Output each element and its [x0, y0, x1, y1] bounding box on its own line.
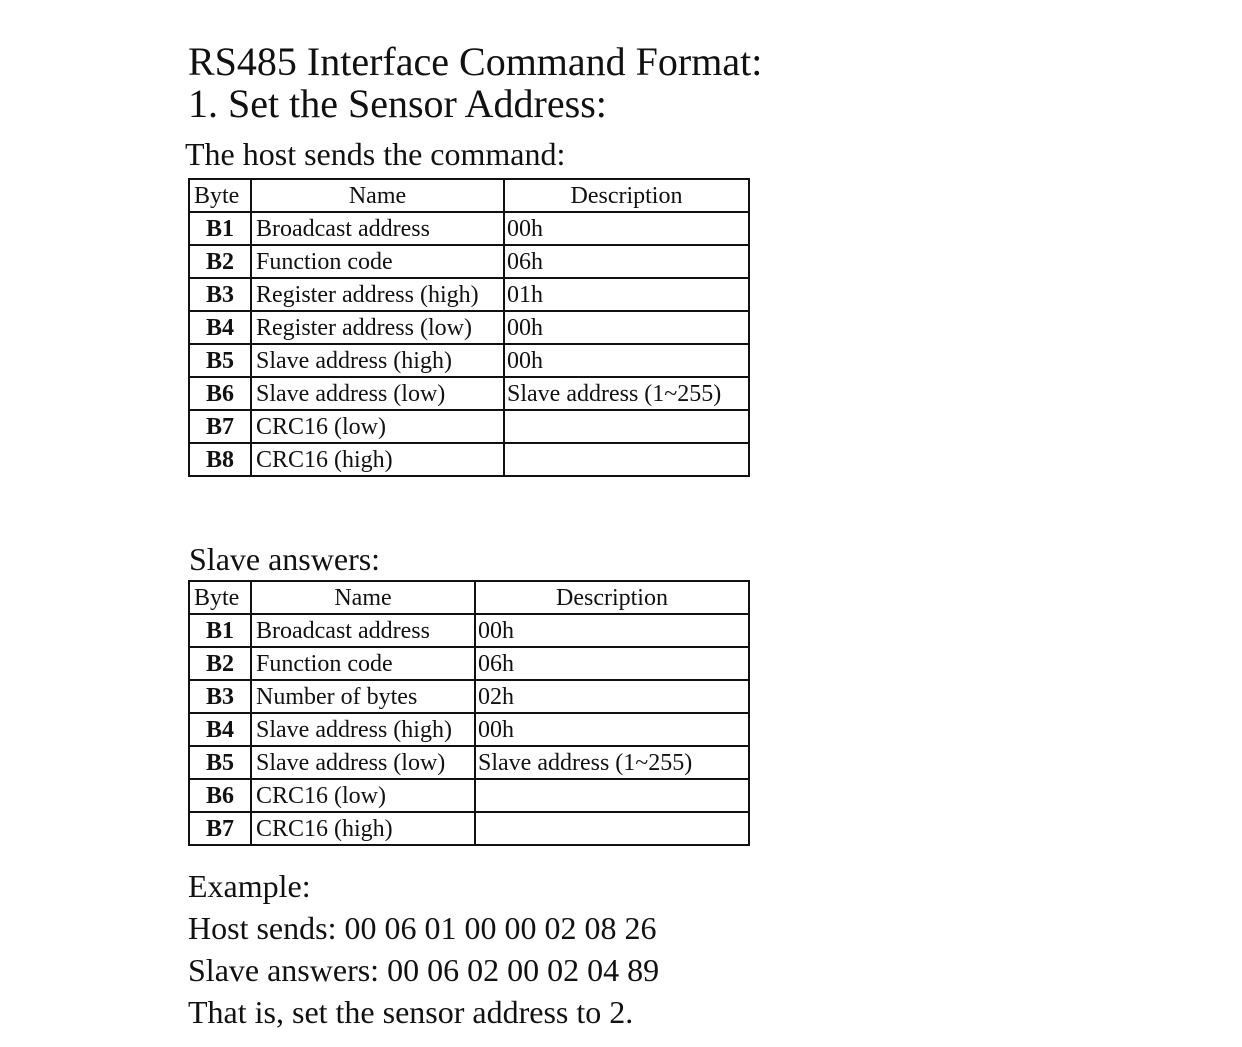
description-cell: 02h — [475, 680, 749, 713]
name-cell: Function code — [251, 245, 504, 278]
description-cell — [504, 410, 749, 443]
example-slave-answers: Slave answers: 00 06 02 00 02 04 89 — [188, 952, 660, 988]
description-cell — [475, 812, 749, 845]
description-cell: 00h — [504, 311, 749, 344]
slave-answer-table — [188, 580, 750, 846]
byte-cell: B1 — [189, 212, 251, 245]
document-title: RS485 Interface Command Format: — [188, 39, 763, 84]
byte-cell: B3 — [189, 278, 251, 311]
table-row — [189, 311, 749, 344]
description-cell — [475, 779, 749, 812]
header-description: Description — [504, 179, 749, 212]
table-row — [189, 680, 749, 713]
table-row — [189, 344, 749, 377]
name-cell: Broadcast address — [251, 614, 475, 647]
name-cell: Slave address (high) — [251, 713, 475, 746]
example-heading: Example: — [188, 868, 311, 904]
name-cell: CRC16 (high) — [251, 443, 504, 476]
byte-cell: B3 — [189, 680, 251, 713]
example-host-sends: Host sends: 00 06 01 00 00 02 08 26 — [188, 910, 657, 946]
table-row — [189, 746, 749, 779]
name-cell: Register address (low) — [251, 311, 504, 344]
description-cell: Slave address (1~255) — [475, 746, 749, 779]
byte-cell: B6 — [189, 779, 251, 812]
description-cell: 00h — [504, 212, 749, 245]
table-row — [189, 245, 749, 278]
table-row — [189, 377, 749, 410]
description-cell: 00h — [475, 614, 749, 647]
name-cell: Slave address (low) — [251, 377, 504, 410]
byte-cell: B7 — [189, 812, 251, 845]
header-description: Description — [475, 581, 749, 614]
table-row — [189, 614, 749, 647]
name-cell: Function code — [251, 647, 475, 680]
description-cell — [504, 443, 749, 476]
byte-cell: B5 — [189, 746, 251, 779]
name-cell: Number of bytes — [251, 680, 475, 713]
description-cell: 00h — [475, 713, 749, 746]
table-header-row — [189, 179, 749, 212]
byte-cell: B2 — [189, 245, 251, 278]
table-row — [189, 713, 749, 746]
description-cell: 00h — [504, 344, 749, 377]
name-cell: CRC16 (low) — [251, 779, 475, 812]
header-byte: Byte — [189, 179, 251, 212]
header-byte: Byte — [189, 581, 251, 614]
description-cell: 06h — [475, 647, 749, 680]
byte-cell: B2 — [189, 647, 251, 680]
slave-answer-intro: Slave answers: — [189, 541, 381, 577]
name-cell: CRC16 (high) — [251, 812, 475, 845]
byte-cell: B6 — [189, 377, 251, 410]
name-cell: Slave address (low) — [251, 746, 475, 779]
table-row — [189, 812, 749, 845]
name-cell: CRC16 (low) — [251, 410, 504, 443]
table-row — [189, 647, 749, 680]
host-command-table — [188, 178, 750, 477]
byte-cell: B1 — [189, 614, 251, 647]
example-conclusion: That is, set the sensor address to 2. — [188, 994, 634, 1030]
description-cell: 06h — [504, 245, 749, 278]
section-title: 1. Set the Sensor Address: — [188, 81, 607, 126]
byte-cell: B4 — [189, 713, 251, 746]
table-row — [189, 443, 749, 476]
description-cell: 01h — [504, 278, 749, 311]
table-row — [189, 779, 749, 812]
table-row — [189, 212, 749, 245]
byte-cell: B4 — [189, 311, 251, 344]
name-cell: Slave address (high) — [251, 344, 504, 377]
byte-cell: B5 — [189, 344, 251, 377]
description-cell: Slave address (1~255) — [504, 377, 749, 410]
header-name: Name — [251, 581, 475, 614]
name-cell: Register address (high) — [251, 278, 504, 311]
table-row — [189, 278, 749, 311]
byte-cell: B8 — [189, 443, 251, 476]
table-header-row — [189, 581, 749, 614]
header-name: Name — [251, 179, 504, 212]
name-cell: Broadcast address — [251, 212, 504, 245]
host-command-intro: The host sends the command: — [185, 136, 566, 172]
table-row — [189, 410, 749, 443]
byte-cell: B7 — [189, 410, 251, 443]
